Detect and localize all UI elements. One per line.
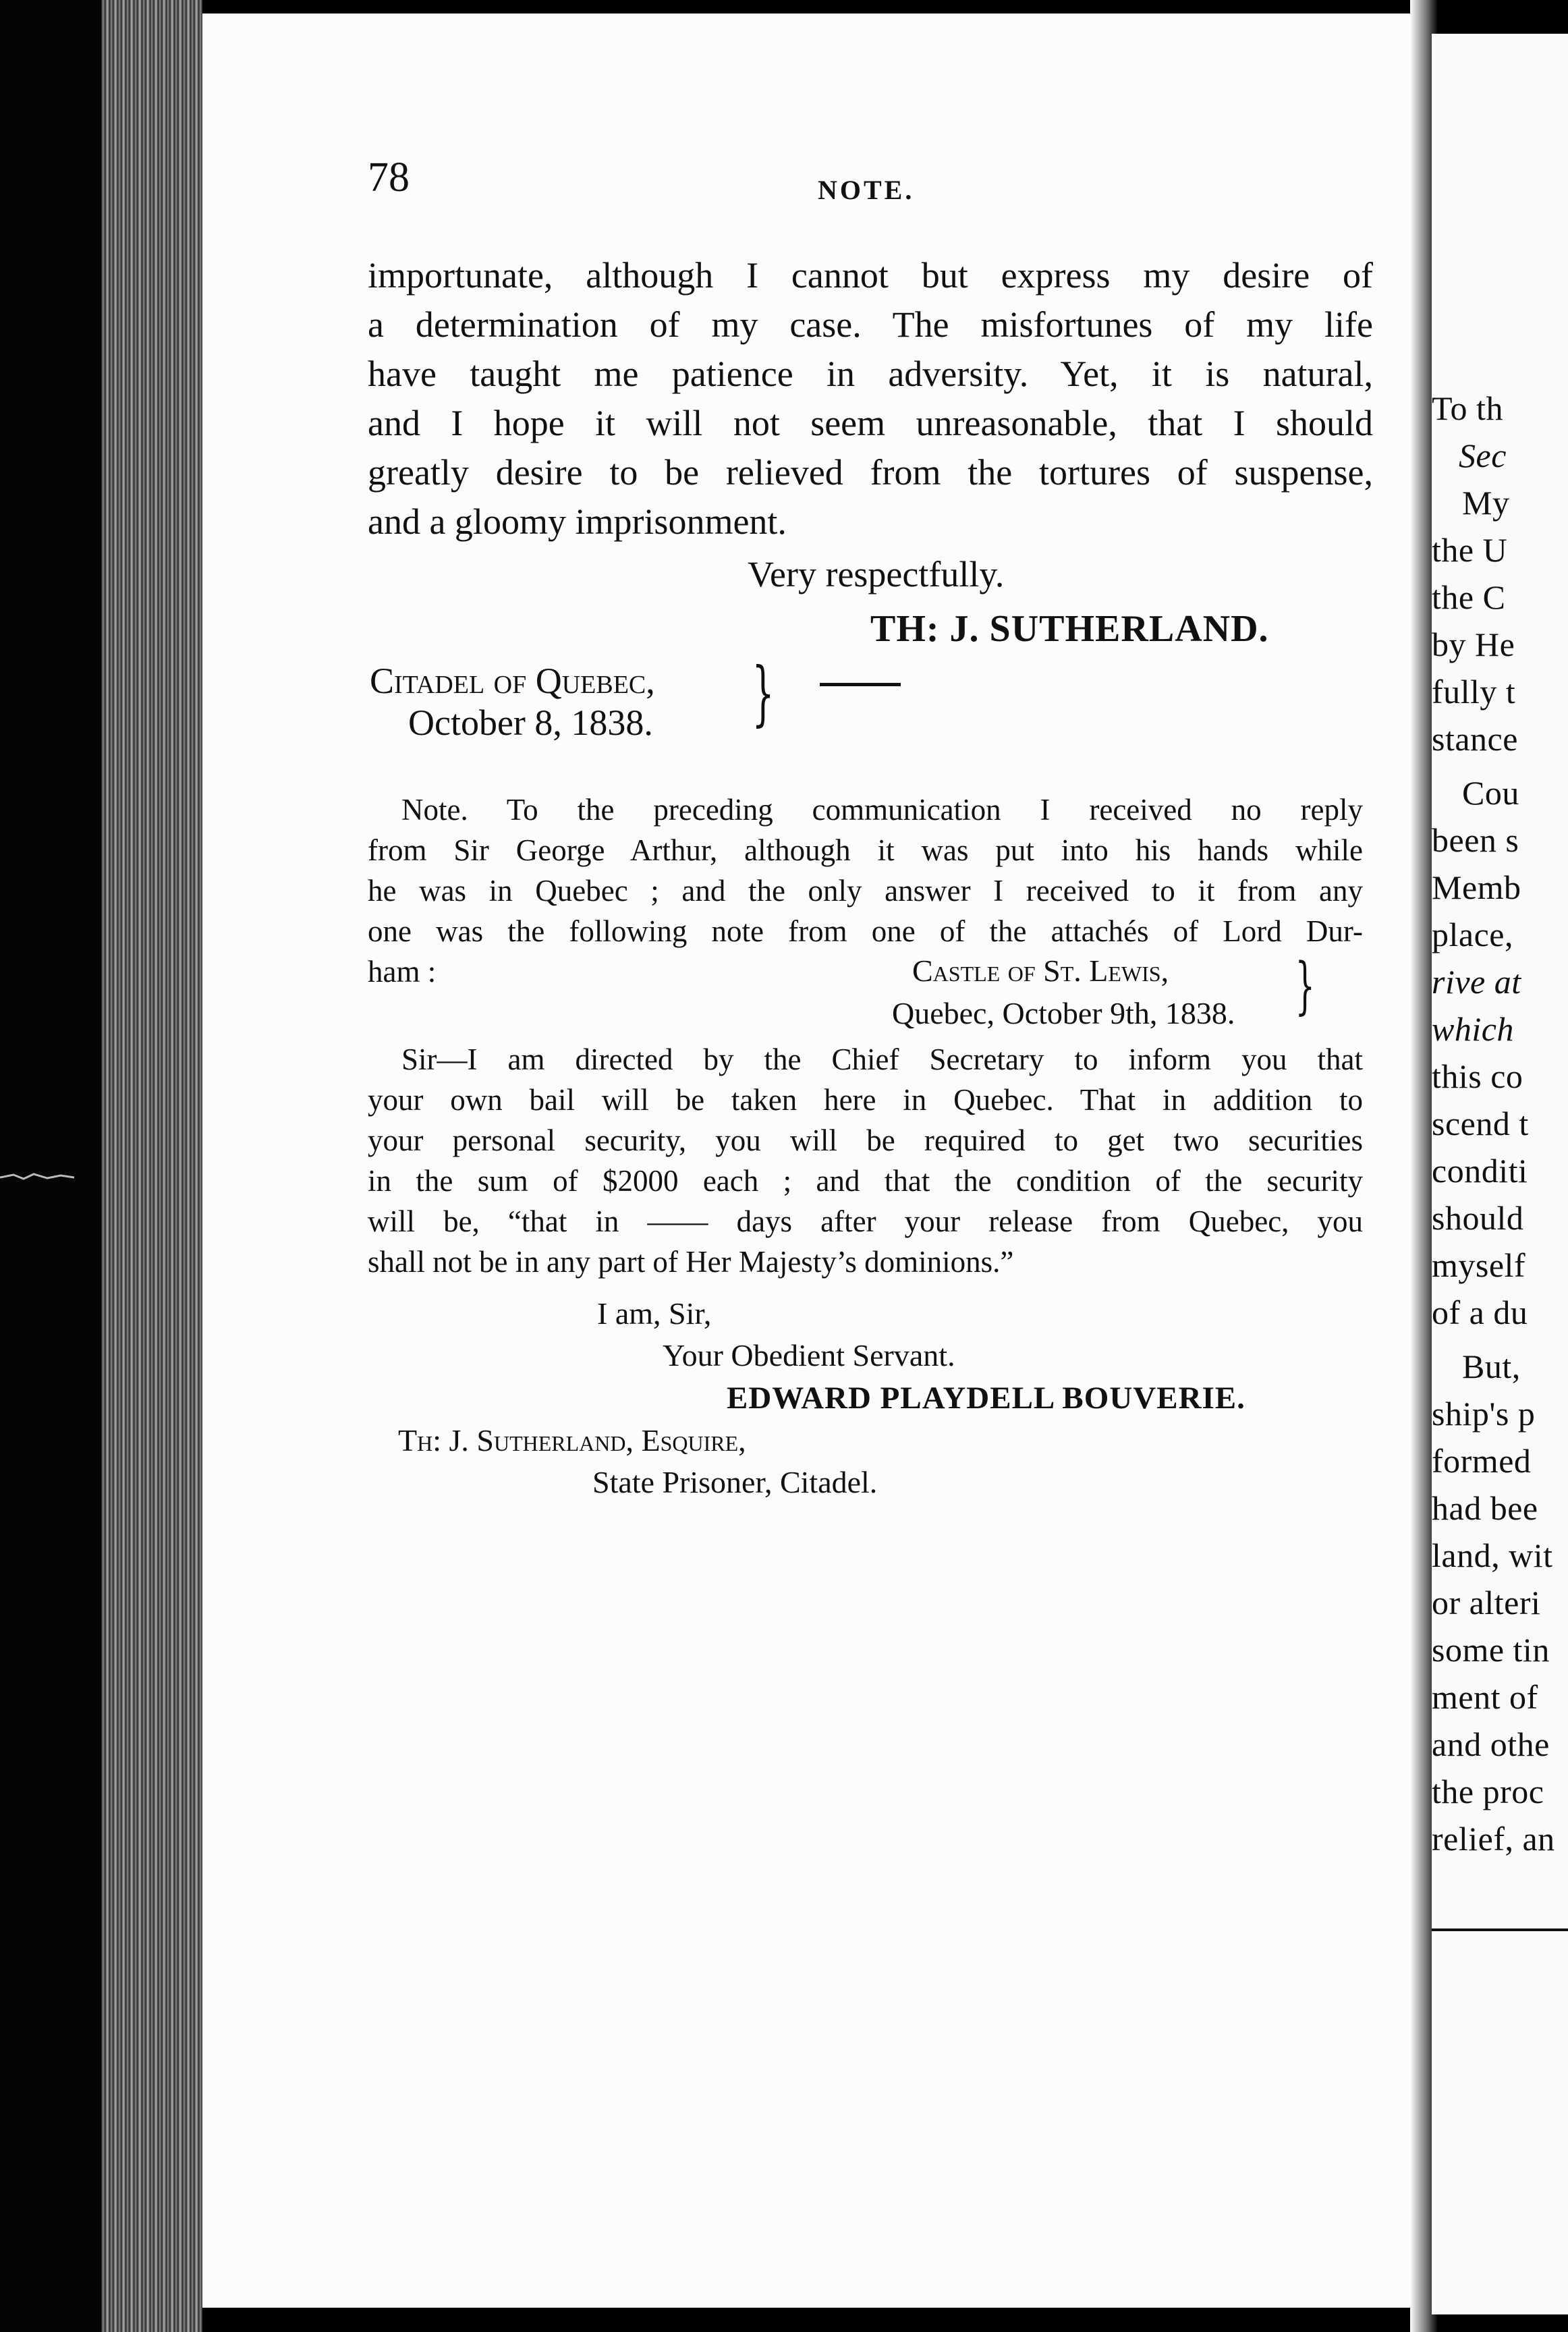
facing-fragment: land, wit: [1432, 1536, 1553, 1574]
letter-line: a determination of my case. The misfortunes of my life: [368, 304, 1373, 345]
facing-fragment: been s: [1432, 821, 1519, 859]
reply-valediction: Your Obedient Servant.: [663, 1338, 955, 1372]
reply-salutation: I am, Sir,: [597, 1296, 712, 1331]
reply-body: [368, 1039, 1363, 1282]
book-page-edges: [101, 0, 202, 2332]
brace-icon: }: [1295, 949, 1315, 1022]
reply-date: Quebec, October 9th, 1838.: [892, 996, 1235, 1030]
facing-fragment: Cou: [1462, 774, 1519, 812]
facing-fragment: ship's p: [1432, 1395, 1536, 1433]
note-line: ham :: [368, 955, 437, 989]
facing-fragment: ment of: [1432, 1678, 1538, 1716]
facing-fragment: should: [1432, 1199, 1524, 1237]
facing-fragment: rive at: [1432, 963, 1521, 1001]
facing-fragment: myself: [1432, 1246, 1526, 1284]
facing-fragment: But,: [1462, 1348, 1521, 1385]
reply-place: Castle of St. Lewis,: [912, 953, 1169, 988]
reply-signature: EDWARD PLAYDELL BOUVERIE.: [727, 1381, 1245, 1416]
letter-line: and I hope it will not seem unreasonable, that I should: [368, 403, 1373, 443]
facing-fragment: which: [1432, 1010, 1514, 1048]
note-paragraph: [368, 789, 1363, 992]
note-line: Note. To the preceding communication I received no reply: [401, 793, 1363, 827]
facing-fragment: formed: [1432, 1442, 1532, 1480]
letter-line: greatly desire to be relieved from the tortures of suspense,: [368, 452, 1373, 493]
page-number: 78: [368, 155, 410, 200]
facing-fragment: Memb: [1432, 868, 1521, 906]
facing-fragment: conditi: [1432, 1152, 1528, 1190]
facing-page: [1432, 34, 1568, 2314]
letter-closing: Very respectfully.: [748, 554, 1005, 594]
facing-fragment: fully t: [1432, 673, 1516, 711]
facing-fragment: of a du: [1432, 1294, 1528, 1331]
letter-body: [368, 251, 1373, 547]
facing-fragment: My: [1462, 484, 1510, 522]
reply-line: your personal security, you will be required to get two securities: [368, 1123, 1363, 1157]
letter-line: importunate, although I cannot but express my desire of: [368, 255, 1373, 296]
facing-fragment: place,: [1432, 916, 1513, 953]
reply-addressee-title: State Prisoner, Citadel.: [592, 1465, 878, 1499]
letter-line: have taught me patience in adversity. Yet, it is natural,: [368, 354, 1373, 394]
scan-left-margin: [0, 0, 101, 2332]
facing-fragment: the U: [1432, 531, 1508, 569]
facing-fragment: the C: [1432, 578, 1506, 616]
running-head: NOTE.: [818, 175, 915, 205]
facing-fragment: by He: [1432, 626, 1515, 663]
letter-line: and a gloomy imprisonment.: [368, 501, 787, 542]
facing-fragment: Sec: [1459, 437, 1507, 474]
facing-fragment: this co: [1432, 1057, 1523, 1095]
reply-addressee-name: Th: J. Sutherland, Esquire,: [398, 1423, 746, 1458]
facing-fragment: relief, an: [1432, 1820, 1555, 1858]
letter-signature: TH: J. SUTHERLAND.: [870, 608, 1269, 650]
note-line: he was in Quebec ; and the only answer I received to it from any: [368, 874, 1363, 908]
note-line: from Sir George Arthur, although it was put into his hands while: [368, 833, 1363, 867]
facing-fragment: had bee: [1432, 1489, 1538, 1527]
facing-fragment: or alteri: [1432, 1584, 1541, 1621]
reply-line: in the sum of $2000 each ; and that the condition of the security: [368, 1164, 1363, 1198]
facing-fragment: scend t: [1432, 1105, 1529, 1142]
facing-fragment: some tin: [1432, 1631, 1550, 1669]
note-line: one was the following note from one of the attachés of Lord Dur-: [368, 914, 1363, 948]
reply-line: Sir—I am directed by the Chief Secretary to inform you that: [401, 1043, 1363, 1076]
section-divider: [820, 683, 901, 686]
letter-date: October 8, 1838.: [408, 702, 653, 743]
scan-artifact-icon: [0, 1171, 74, 1184]
facing-page-rule: [1432, 1928, 1568, 1931]
facing-fragment: To th: [1432, 389, 1503, 427]
letter-place: Citadel of Quebec,: [370, 661, 655, 701]
brace-icon: }: [752, 652, 775, 734]
reply-line: your own bail will be taken here in Quebec. That in addition to: [368, 1083, 1363, 1117]
facing-fragment: stance: [1432, 720, 1518, 758]
reply-line: shall not be in any part of Her Majesty’s dominions.”: [368, 1245, 1014, 1279]
facing-fragment: the proc: [1432, 1773, 1544, 1810]
reply-line: will be, “that in —— days after your release from Quebec, you: [368, 1204, 1363, 1238]
facing-fragment: and othe: [1432, 1725, 1550, 1763]
